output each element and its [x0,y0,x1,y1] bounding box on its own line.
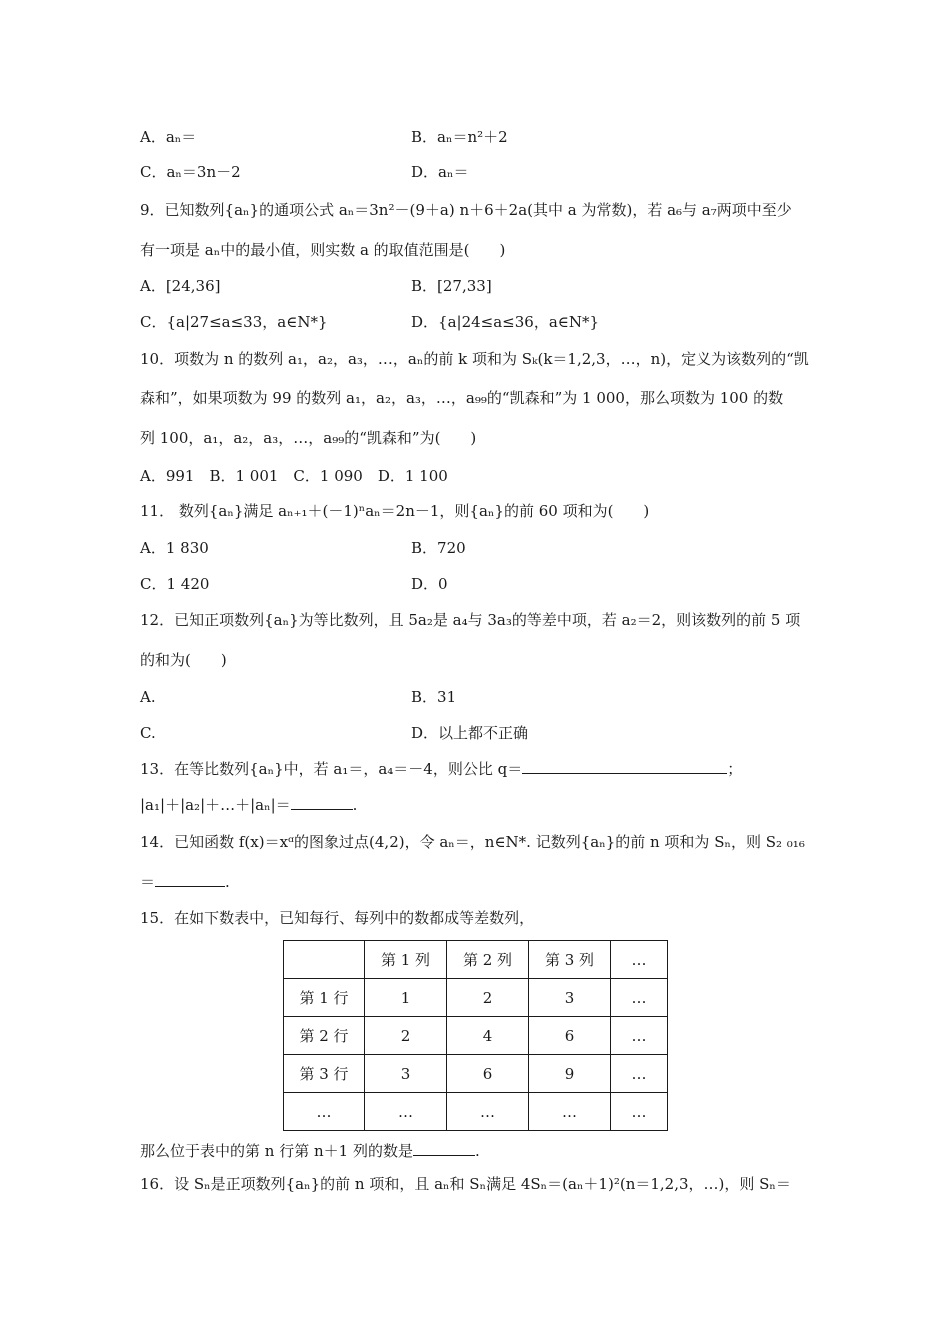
table-cell: … [529,1093,611,1131]
table-cell: … [611,1017,668,1055]
answer-blank [291,795,353,810]
q13-line2 [140,795,357,815]
q14-stem-line1: 14．已知函数 f(x)＝xᵅ的图象过点(4,2)，令 aₙ＝，n∈N*. 记数列{aₙ}的前 n 项和为 Sₙ，则 S₂ ₀₁₆ [140,833,805,851]
q14-equals: ＝ [140,873,156,891]
q12-option-a: A. [140,688,156,706]
table-cell [284,941,365,979]
q11-option-c: C．1 420 [140,575,210,593]
q14-line2-end: . [225,873,230,891]
q15-stem: 15．在如下数表中，已知每行、每列中的数都成等差数列， [140,909,535,927]
table-cell: 第 3 列 [529,941,611,979]
q8-option-b: B．aₙ＝n²＋2 [411,128,508,146]
q11-option-d: D．0 [411,575,448,593]
q11-option-a: A．1 830 [140,539,209,557]
q15-question [140,1141,480,1161]
table-row [284,1055,668,1093]
answer-blank [522,759,727,774]
table-cell: 6 [447,1055,529,1093]
q10-options: A．991 B．1 001 C．1 090 D．1 100 [140,467,448,485]
q10-stem-line2: 森和”，如果项数为 99 的数列 a₁，a₂，a₃，…，a₉₉的“凯森和”为 1 000，那么项数为 100 的数 [140,389,784,407]
q13-sum-expression: |a₁|＋|a₂|＋…＋|aₙ|＝ [140,796,291,814]
table-cell: 第 3 行 [284,1055,365,1093]
table-cell: 9 [529,1055,611,1093]
q11-stem: 11． 数列{aₙ}满足 aₙ₊₁＋(－1)ⁿaₙ＝2n－1，则{aₙ}的前 60 项和为( ) [140,502,650,520]
q12-stem-line2: 的和为( ) [140,651,227,669]
q9-stem-line2: 有一项是 aₙ中的最小值，则实数 a 的取值范围是( ) [140,241,506,259]
table-cell: … [284,1093,365,1131]
table-cell: 1 [365,979,447,1017]
table-cell: 第 1 列 [365,941,447,979]
q12-option-b: B．31 [411,688,457,706]
table-cell: 2 [447,979,529,1017]
table-cell: 6 [529,1017,611,1055]
q15-question-text: 那么位于表中的第 n 行第 n＋1 列的数是 [140,1142,413,1160]
q13-line1 [140,759,742,779]
table-cell: … [447,1093,529,1131]
q13-line2-end: . [352,796,358,814]
table-cell: 4 [447,1017,529,1055]
q13-stem: 13．在等比数列{aₙ}中，若 a₁＝，a₄＝－4，则公比 q＝ [140,760,523,778]
q8-option-d: D．aₙ＝ [411,163,469,181]
q12-option-d: D．以上都不正确 [411,724,529,742]
table-cell: 第 2 列 [447,941,529,979]
q10-stem-line1: 10．项数为 n 的数列 a₁，a₂，a₃，…，aₙ的前 k 项和为 Sₖ(k＝1,2,3，…，n)，定义为该数列的“凯 [140,350,809,368]
table-cell: … [611,941,668,979]
q11-option-b: B．720 [411,539,466,557]
q9-option-c: C．{a|27≤a≤33，a∈N*} [140,313,328,331]
q12-option-c: C. [140,724,156,742]
table-cell: … [611,1093,668,1131]
table-cell: … [611,979,668,1017]
q9-option-d: D．{a|24≤a≤36，a∈N*} [411,313,600,331]
answer-blank [155,872,225,887]
q8-option-c: C．aₙ＝3n－2 [140,163,241,181]
q15-question-end: . [474,1142,480,1160]
answer-blank [413,1141,475,1156]
table-header-row [284,941,668,979]
q9-option-a: A．[24,36] [140,277,221,295]
table-row [284,1093,668,1131]
table-cell: 第 1 行 [284,979,365,1017]
table-row [284,979,668,1017]
q9-stem-line1: 9．已知数列{aₙ}的通项公式 aₙ＝3n²－(9＋a) n＋6＋2a(其中 a 为常数)，若 a₆与 a₇两项中至少 [140,201,792,219]
table-cell: 第 2 行 [284,1017,365,1055]
q14-line2 [140,872,230,892]
q10-stem-line3: 列 100，a₁，a₂，a₃，…，a₉₉的“凯森和”为( ) [140,429,477,447]
table-cell: … [365,1093,447,1131]
q8-option-a: A．aₙ＝ [140,128,197,146]
q9-option-b: B．[27,33] [411,277,492,295]
table-cell: 3 [365,1055,447,1093]
q16-stem: 16．设 Sₙ是正项数列{aₙ}的前 n 项和，且 aₙ和 Sₙ满足 4Sₙ＝(aₙ＋1)²(n＝1,2,3，…)，则 Sₙ＝ [140,1175,791,1193]
q13-line1-end: ； [727,760,743,778]
table-cell: … [611,1055,668,1093]
q12-stem-line1: 12．已知正项数列{aₙ}为等比数列，且 5a₂是 a₄与 3a₃的等差中项，若 a₂＝2，则该数列的前 5 项 [140,611,801,629]
table-row [284,1017,668,1055]
table-cell: 2 [365,1017,447,1055]
table-cell: 3 [529,979,611,1017]
number-table [283,940,668,1131]
